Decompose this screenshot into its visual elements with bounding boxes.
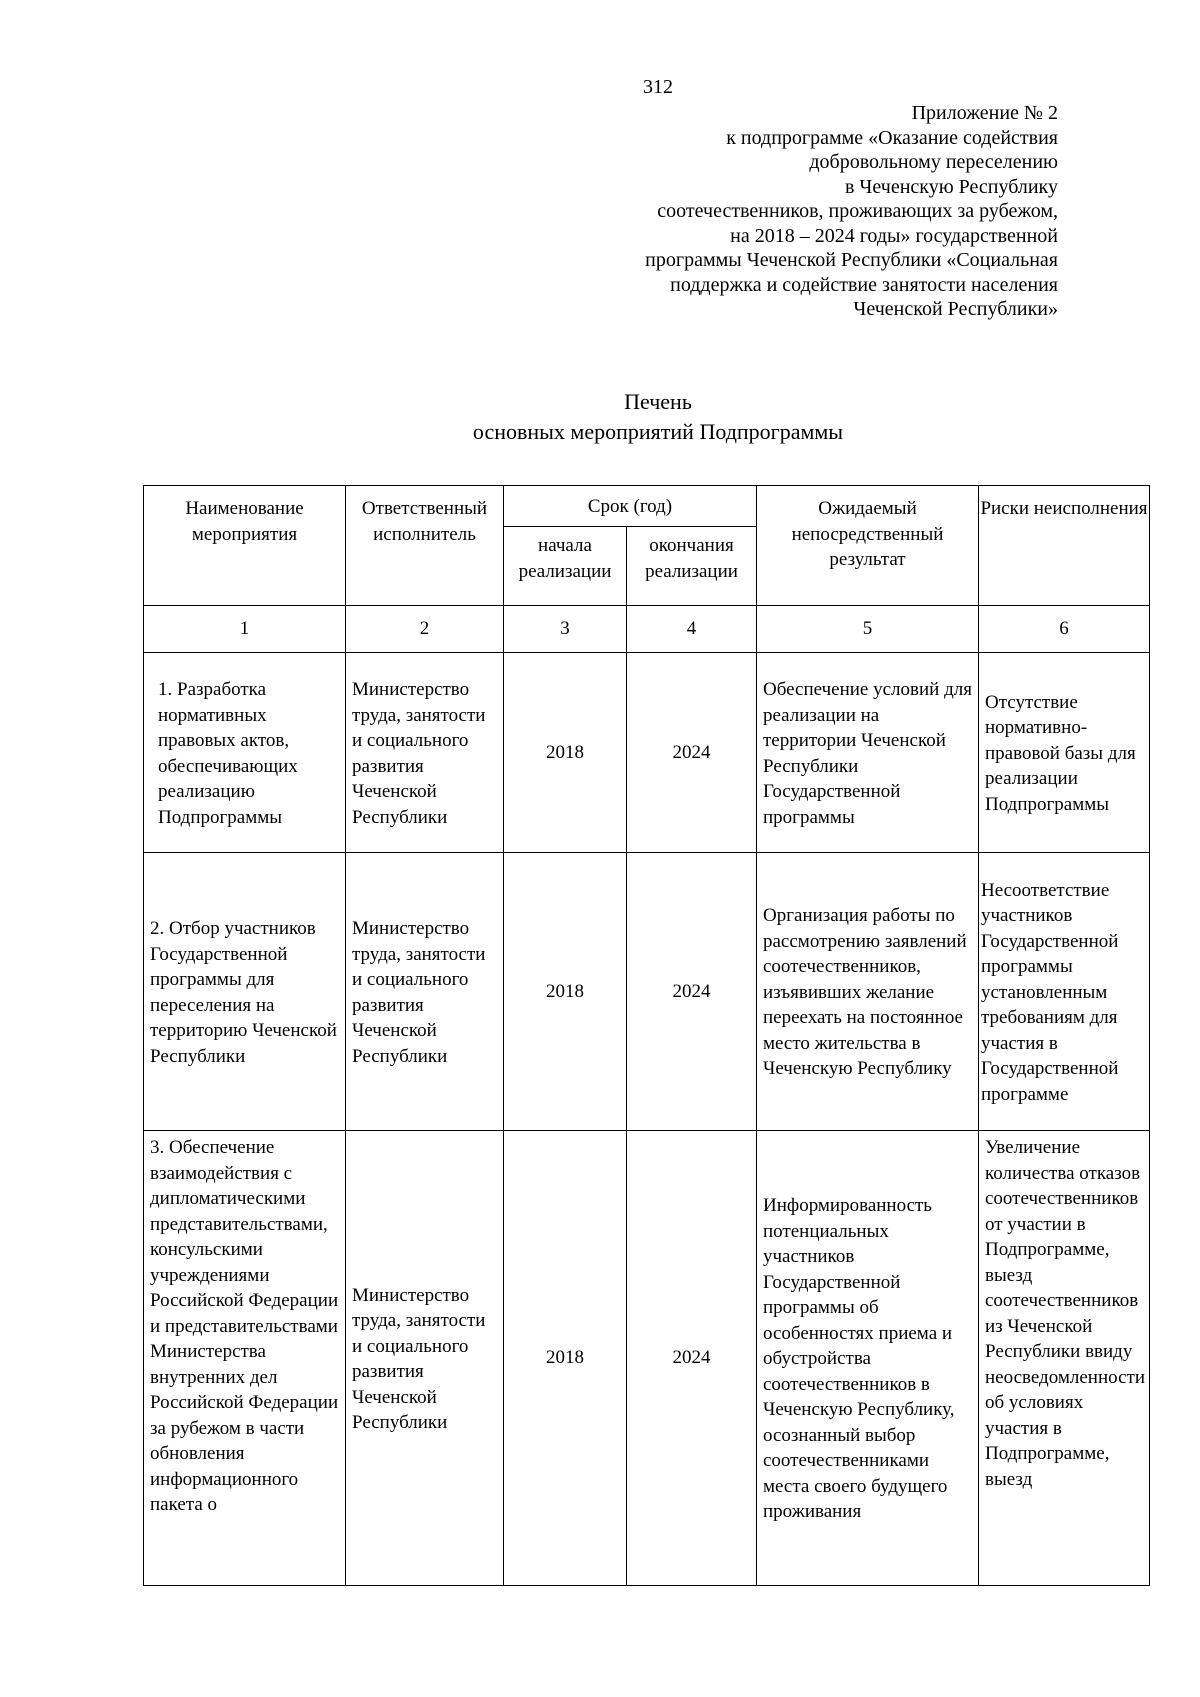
header-term: Срок (год) bbox=[504, 486, 757, 527]
risks: Увеличение количества отказов соотечественников от участии в Подпрограмме, выезд соотечественников из Чеченской Республики ввиду неосведомленности об условиях участия в Подпрограмме, выезд bbox=[979, 1131, 1150, 1586]
header-result: Ожидаемый непосредственный результат bbox=[757, 486, 979, 606]
end-year: 2024 bbox=[627, 1131, 757, 1586]
column-number: 3 bbox=[504, 606, 627, 653]
appendix-line: в Чеченскую Республику bbox=[844, 175, 1058, 198]
activity-name: 3. Обеспечение взаимодействия с дипломатическими представительствами, консульскими учреждениями Российской Федерации и представительствами Министерства внутренних дел Российской Федерации за рубежом в части обновления информационного пакета о bbox=[144, 1131, 346, 1586]
column-number: 4 bbox=[627, 606, 757, 653]
document-title bbox=[0, 387, 1200, 447]
appendix-line: поддержка и содействие занятости населения bbox=[670, 273, 1058, 296]
column-number: 5 bbox=[757, 606, 979, 653]
responsible-party: Министерство труда, занятости и социального развития Чеченской Республики bbox=[346, 853, 504, 1131]
activity-name: 2. Отбор участников Государственной программы для переселения на территорию Чеченской Республики bbox=[144, 853, 346, 1131]
expected-result: Организация работы по рассмотрению заявлений соотечественников, изъявивших желание переехать на постоянное место жительства в Чеченскую Республику bbox=[757, 853, 979, 1131]
table-row bbox=[144, 653, 1150, 853]
appendix-header bbox=[498, 101, 1058, 322]
header-risks: Риски неисполнения bbox=[979, 486, 1150, 606]
header-name: Наименование мероприятия bbox=[144, 486, 346, 606]
appendix-line: добровольному переселению bbox=[809, 151, 1058, 173]
expected-result: Обеспечение условий для реализации на территории Чеченской Республики Государственной программы bbox=[757, 653, 979, 853]
responsible-party: Министерство труда, занятости и социального развития Чеченской Республики bbox=[346, 653, 504, 853]
column-number: 1 bbox=[144, 606, 346, 653]
responsible-party: Министерство труда, занятости и социального развития Чеченской Республики bbox=[346, 1131, 504, 1586]
header-start: начала реализации bbox=[504, 527, 627, 606]
end-year: 2024 bbox=[627, 853, 757, 1131]
title-line-1: Печень bbox=[624, 389, 692, 414]
header-responsible: Ответственный исполнитель bbox=[346, 486, 504, 606]
table-row bbox=[144, 1131, 1150, 1586]
activity-name: 1. Разработка нормативных правовых актов, обеспечивающих реализацию Подпрограммы bbox=[144, 653, 346, 853]
column-number: 2 bbox=[346, 606, 504, 653]
title-line-2: основных мероприятий Подпрограммы bbox=[472, 419, 844, 444]
appendix-line: на 2018 – 2024 годы» государственной bbox=[730, 224, 1058, 247]
expected-result: Информированность потенциальных участников Государственной программы об особенностях приема и обустройства соотечественников в Чеченскую Республику, осознанный выбор соотечественниками места своего будущего проживания bbox=[757, 1131, 979, 1586]
start-year: 2018 bbox=[504, 853, 627, 1131]
table-row bbox=[144, 853, 1150, 1131]
appendix-line: Приложение № 2 bbox=[911, 102, 1058, 124]
appendix-line: программы Чеченской Республики «Социальная bbox=[645, 249, 1058, 271]
header-end: окончания реализации bbox=[627, 527, 757, 606]
risks: Отсутствие нормативно-правовой базы для реализации Подпрограммы bbox=[979, 653, 1150, 853]
end-year: 2024 bbox=[627, 653, 757, 853]
appendix-line: к подпрограмме «Оказание содействия bbox=[726, 126, 1058, 149]
column-number: 6 bbox=[979, 606, 1150, 653]
page-number: 312 bbox=[643, 76, 673, 98]
activities-table bbox=[143, 485, 1150, 1586]
appendix-line: Чеченской Республики» bbox=[853, 298, 1058, 320]
appendix-line: соотечественников, проживающих за рубежом, bbox=[657, 200, 1058, 222]
start-year: 2018 bbox=[504, 1131, 627, 1586]
start-year: 2018 bbox=[504, 653, 627, 853]
risks: Несоответствие участников Государственной программы установленным требованиям для участия в Государственной программе bbox=[979, 853, 1150, 1131]
